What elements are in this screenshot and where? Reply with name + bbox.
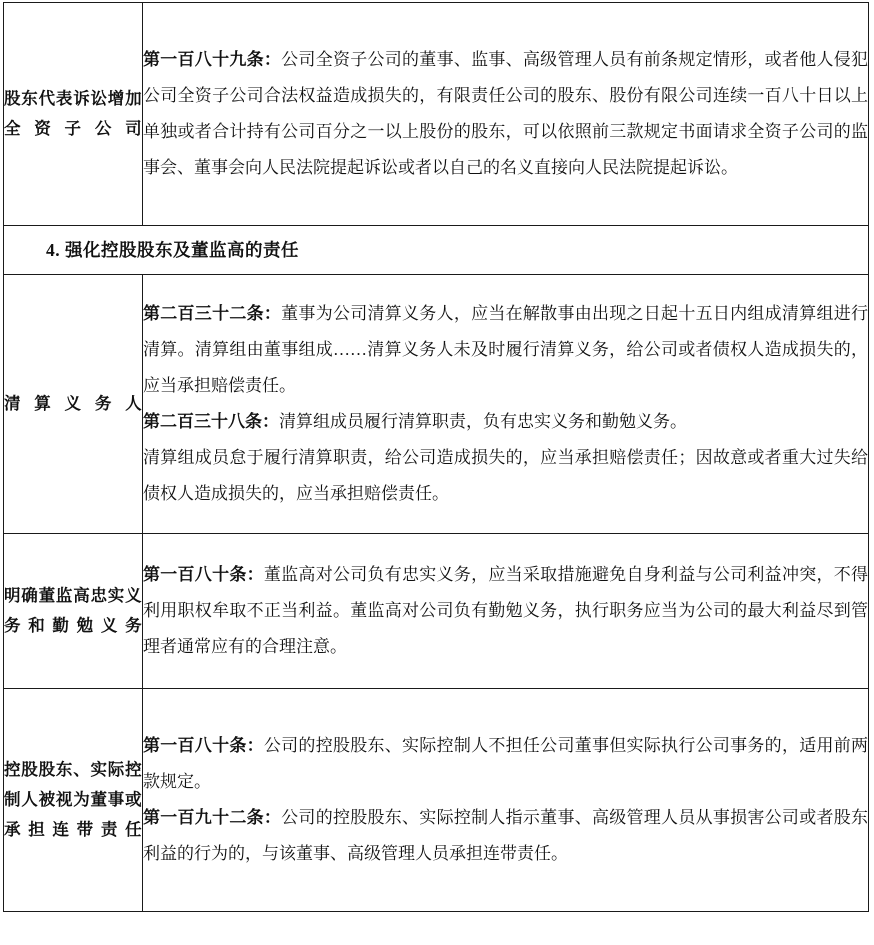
paragraph	[143, 728, 868, 800]
section-header-cell	[4, 226, 869, 275]
table-row	[4, 534, 869, 689]
paragraph	[143, 557, 868, 665]
row-label-cell	[4, 275, 143, 534]
row-label-cell	[4, 689, 143, 912]
article-text: 公司的控股股东、实际控制人不担任公司董事但实际执行公司事务的，适用前两款规定。	[143, 736, 869, 791]
article-text: 清算组成员履行清算职责，负有忠实义务和勤勉义务。	[279, 412, 687, 431]
legal-comparison-table	[3, 2, 869, 912]
row-label-cell	[4, 534, 143, 689]
article-number: 第二百三十二条：	[143, 304, 282, 323]
article-number: 第一百八十条：	[143, 736, 264, 755]
row-content-cell	[143, 689, 869, 912]
row-label: 控股股东、实际控制人被视为董事或承担连带责任	[4, 760, 142, 839]
row-content-cell	[143, 534, 869, 689]
paragraph	[143, 404, 868, 440]
article-number: 第一百八十条：	[143, 565, 264, 584]
article-text: 公司的控股股东、实际控制人指示董事、高级管理人员从事损害公司或者股东利益的行为的，与该董事、高级管理人员承担连带责任。	[143, 808, 869, 863]
section-header-row	[4, 226, 869, 275]
article-number: 第二百三十八条：	[143, 412, 279, 431]
table-row	[4, 689, 869, 912]
section-title: 4. 强化控股股东及董监高的责任	[46, 240, 299, 260]
table-body	[4, 3, 869, 912]
article-number: 第一百九十二条：	[143, 808, 282, 827]
paragraph	[143, 440, 868, 512]
article-text: 公司全资子公司的董事、监事、高级管理人员有前条规定情形，或者他人侵犯公司全资子公司合法权益造成损失的，有限责任公司的股东、股份有限公司连续一百八十日以上单独或者合计持有公司百分之一以上股份的股东，可以依照前三款规定书面请求全资子公司的监事会、董事会向人民法院提起诉讼或者以自己的名义直接向人民法院提起诉讼。	[143, 50, 869, 177]
article-text: 董监高对公司负有忠实义务，应当采取措施避免自身利益与公司利益冲突，不得利用职权牟取不正当利益。董监高对公司负有勤勉义务，执行职务应当为公司的最大利益尽到管理者通常应有的合理注意。	[143, 565, 869, 656]
article-number: 第一百八十九条：	[143, 50, 282, 69]
paragraph	[143, 42, 868, 186]
row-label: 股东代表诉讼增加全资子公司	[4, 89, 142, 138]
table-row	[4, 3, 869, 226]
row-label: 明确董监高忠实义务和勤勉义务	[4, 586, 142, 635]
row-content-cell	[143, 275, 869, 534]
document-page	[0, 2, 874, 945]
row-label-cell	[4, 3, 143, 226]
article-text: 董事为公司清算义务人，应当在解散事由出现之日起十五日内组成清算组进行清算。清算组由董事组成……清算义务人未及时履行清算义务，给公司或者债权人造成损失的，应当承担赔偿责任。	[143, 304, 869, 395]
paragraph	[143, 296, 868, 404]
article-text: 清算组成员怠于履行清算职责，给公司造成损失的，应当承担赔偿责任；因故意或者重大过失给债权人造成损失的，应当承担赔偿责任。	[143, 448, 868, 503]
table-row	[4, 275, 869, 534]
paragraph	[143, 800, 868, 872]
row-content-cell	[143, 3, 869, 226]
row-label: 清算义务人	[4, 394, 142, 413]
